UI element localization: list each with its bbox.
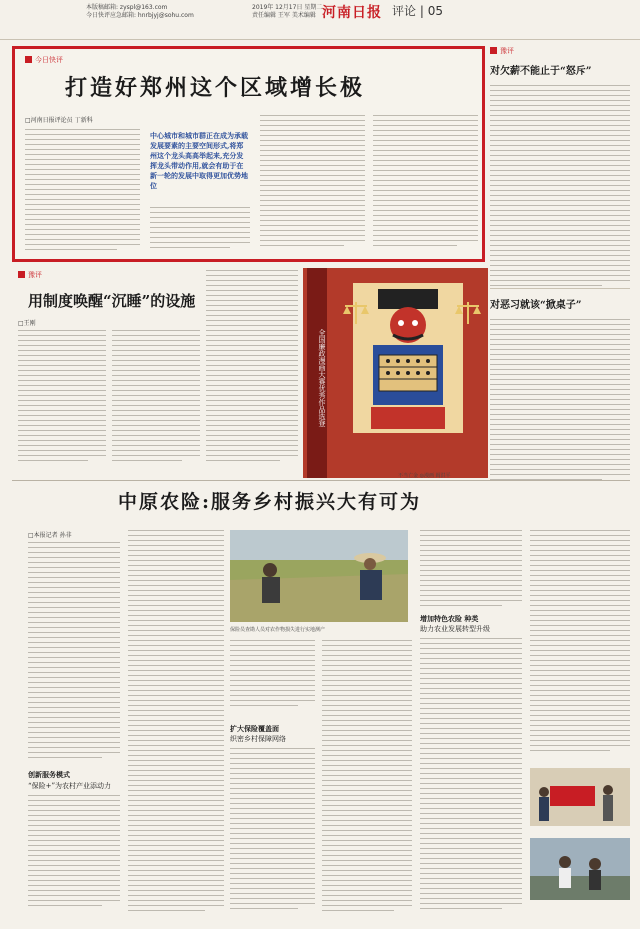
bottom-column-3a	[230, 640, 315, 720]
top-column-1	[25, 129, 140, 259]
mid-column-1	[18, 330, 106, 470]
bottom-column-5a	[420, 530, 522, 610]
cartoon-poster	[303, 268, 488, 478]
bottom-byline: □本报记者 孙非	[28, 532, 72, 539]
top-column-2	[150, 207, 250, 257]
featured-article[interactable]	[12, 46, 485, 262]
field-workers-image-icon	[230, 530, 408, 622]
sidebar-article-2[interactable]	[490, 296, 630, 484]
scale-icon	[341, 298, 371, 328]
top-title: 打造好郑州这个区域增长极	[65, 75, 366, 101]
subhead-1: 创新服务模式	[28, 770, 70, 779]
poster-banner: 全国廉政漫画大赛优秀作品选登	[307, 268, 327, 478]
poster-caption: 不当亡金 ◎漫画 阎洪平	[398, 473, 451, 479]
subhead-3: 增加特色农险 种类	[420, 614, 479, 623]
subhead-1b: “保险+”为农村产业添动力	[28, 782, 112, 790]
bottom-column-6	[530, 530, 630, 762]
top-kicker: 今日快评	[25, 55, 63, 65]
bottom-column-5b	[420, 638, 522, 916]
mid-kicker: 豫评	[18, 270, 42, 280]
bottom-title: 中原农险:服务乡村振兴大有可为	[118, 491, 422, 513]
section-divider	[12, 480, 630, 481]
subhead-3b: 助力农业发展转型升级	[420, 625, 490, 633]
email-line-1: 本版稿邮箱: zyspl@163.com	[86, 4, 168, 11]
sidebar-article-1[interactable]	[490, 62, 630, 290]
date-info	[252, 4, 322, 20]
bottom-column-4	[322, 640, 412, 916]
sidebar-divider	[490, 288, 630, 289]
masthead-logo: 河南日报	[322, 5, 382, 21]
ceremony-image-icon	[530, 768, 630, 826]
date-line: 2019年 12月17日 星期二	[252, 4, 323, 11]
scale-icon-2	[453, 298, 483, 328]
top-column-4	[373, 115, 478, 260]
photo-inspection	[530, 838, 630, 900]
bottom-column-3b	[230, 748, 315, 916]
top-byline: □河南日报评论员 丁新科	[25, 117, 93, 124]
inspection-image-icon	[530, 838, 630, 900]
sidebar-article-1-title: 对欠薪不能止于“怒斥”	[490, 66, 592, 77]
farm-photo-caption: 保险员查勘人员对农作物损失进行实地测产	[230, 627, 326, 633]
subhead-2b: 织密乡村保障网络	[230, 735, 286, 743]
section-name: 评论	[392, 4, 417, 18]
bottom-column-2	[128, 530, 224, 915]
subhead-2: 扩大保险覆盖面	[230, 724, 279, 733]
mid-byline: □王刚	[18, 320, 36, 327]
pull-quote: 中心城市和城市群正在成为承载发展要素的主要空间形式,将郑州这个龙头高高举起来,充分发挥龙头带动作用,就会有助于在新一轮的发展中取得更加优势地位	[150, 131, 248, 190]
editor-line: 责任编辑 王军 美术编辑	[252, 12, 316, 19]
email-line-2: 今日快评应急邮箱: hnrbjyj@sohu.com	[86, 12, 194, 19]
sidebar-kicker: 豫评	[490, 46, 514, 56]
farm-photo	[230, 530, 408, 622]
page-number: 05	[427, 4, 443, 18]
mid-title: 用制度唤醒“沉睡”的设施	[28, 292, 196, 310]
bottom-column-1b	[28, 795, 120, 915]
bottom-column-1	[28, 542, 120, 762]
photo-ceremony	[530, 768, 630, 826]
sidebar-article-2-title: 对恶习就该“掀桌子”	[490, 300, 582, 311]
top-column-3	[260, 115, 365, 260]
mid-column-2	[112, 330, 200, 470]
contact-info	[86, 4, 194, 20]
mid-column-3	[206, 270, 298, 470]
section-label: 评论 | 05	[392, 4, 443, 18]
page-header	[0, 0, 640, 40]
